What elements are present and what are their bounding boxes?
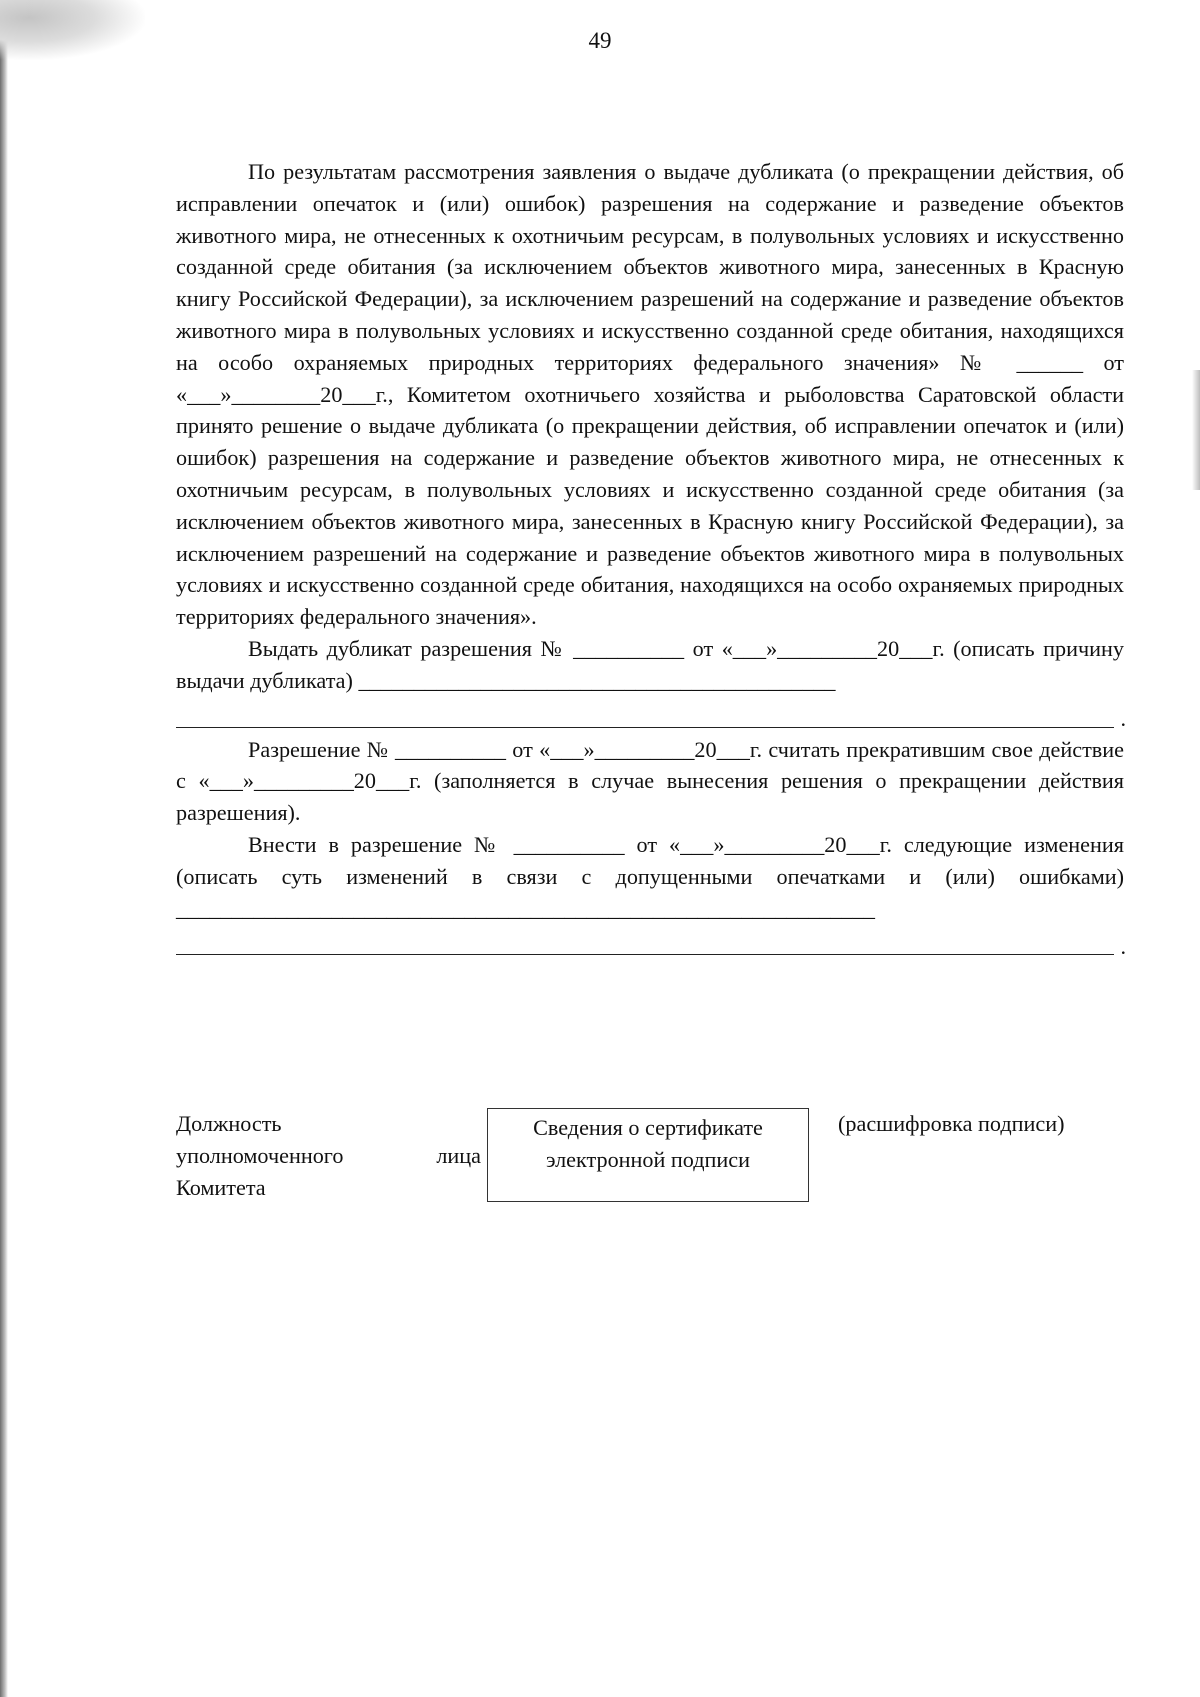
certificate-line: электронной подписи — [545, 1146, 751, 1172]
scan-left-edge — [0, 0, 8, 1697]
position-word: лица — [436, 1142, 481, 1168]
position-line — [176, 1140, 481, 1172]
certificate-line: Сведения о сертификате — [533, 1115, 763, 1140]
paragraph-decision: По результатам рассмотрения заявления о выдаче дубликата (о прекращении действия, об исправлении опечаток и (или) ошибок) разрешения на содержание и разведение объектов животного мира, не отнесенных к охотничьим ресурсам, в полувольных условиях и искусственно созданной среде обитания (за исключением объектов животного мира, занесенных в Красную книгу Российской Федерации), за исключением разрешений на содержание и разведение объектов животного мира в полувольных условиях и искусственно созданной среде обитания, находящихся на особо охраняемых природных территориях федерального значения» № ______ от «___»________20___г., Комитетом охотничьего хозяйства и рыболовства Саратовской области принято решение о выдаче дубликата (о прекращении действия, об исправлении опечаток и (или) ошибок) разрешения на содержание и разведение объектов животного мира, не отнесенных к охотничьим ресурсам, в полувольных условиях и искусственно созданной среде обитания (за исключением объектов животного мира, занесенных в Красную книгу Российской Федерации), за исключением разрешений на содержание и разведение объектов животного мира в полувольных условиях и искусственно созданной среде обитания, находящихся на особо охраняемых природных территориях федерального значения». — [176, 159, 1124, 630]
paragraph-terminate-permit: Разрешение № __________ от «___»_________20___г. считать прекратившим свое действие с «___»_________20___г. (заполняется в случае вынесения решения о прекращении действия разрешения). — [176, 736, 1124, 826]
signature-block — [176, 1108, 1124, 1208]
position-line: Комитета — [176, 1174, 266, 1200]
scan-right-edge — [1192, 370, 1200, 490]
paragraph-issue-duplicate: Выдать дубликат разрешения № __________ от «___»_________20___г. (описать причину выдачи дубликата) ___________________________________________ — [176, 635, 1124, 693]
position-line: Должность — [176, 1111, 282, 1136]
line-end-dot: . — [1120, 705, 1126, 731]
position-word: уполномоченного — [176, 1142, 344, 1168]
signature-decode: (расшифровка подписи) — [838, 1111, 1065, 1136]
certificate-box — [487, 1108, 809, 1202]
blank-line-amendments — [176, 924, 1126, 959]
blank-line-duplicate-reason — [176, 697, 1126, 731]
line-end-dot: . — [1120, 933, 1126, 959]
signatory-position — [176, 1108, 481, 1203]
paragraph-amend-permit: Внести в разрешение № __________ от «___»_________20___г. следующие изменения (описать суть изменений в связи с допущенными опечатками и (или) ошибками) _______________________________________________________________ — [176, 831, 1124, 921]
page-number: 49 — [588, 28, 612, 53]
document-body — [176, 156, 1126, 959]
